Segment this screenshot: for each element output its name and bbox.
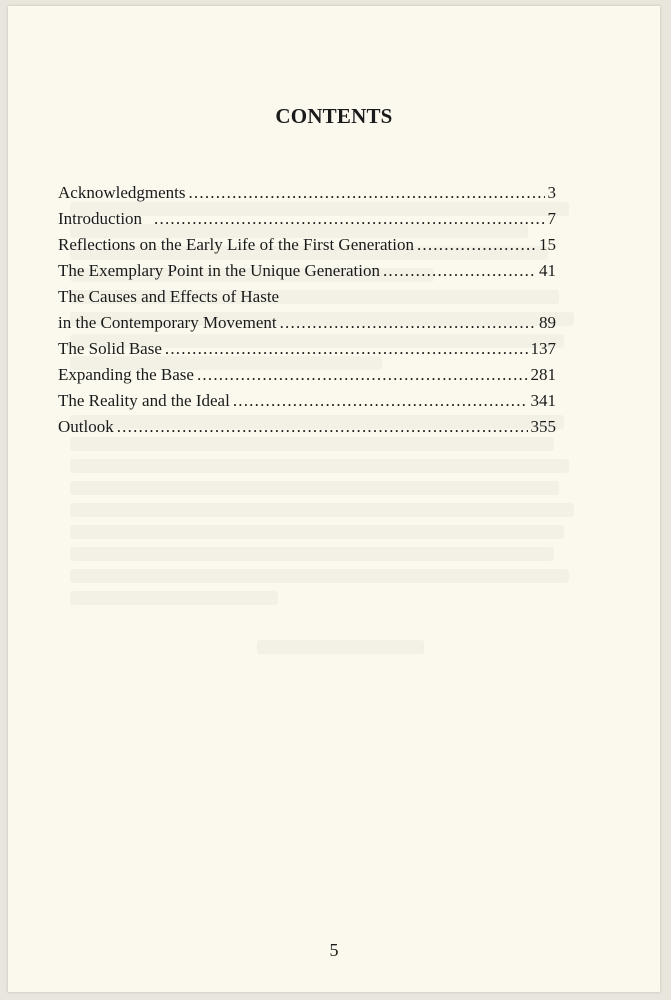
- toc-entry-solid-base[interactable]: [58, 336, 556, 362]
- page-number: 5: [329, 940, 339, 960]
- dot-leader: [383, 258, 536, 284]
- toc-entry-outlook[interactable]: [58, 414, 556, 440]
- toc-entry-page: 41: [539, 261, 556, 280]
- toc-entry-title: Expanding the Base: [58, 365, 194, 384]
- toc-entry-page: 15: [539, 235, 556, 254]
- toc-entry-expanding-base[interactable]: [58, 362, 556, 388]
- toc-entry-page: 89: [539, 313, 556, 332]
- dot-leader: [188, 180, 544, 206]
- dot-leader: [233, 388, 528, 414]
- toc-entry-page: 3: [547, 183, 556, 202]
- table-of-contents: [58, 180, 556, 440]
- toc-entry-page: 341: [530, 391, 556, 410]
- book-page: [8, 6, 660, 992]
- toc-entry-title: Outlook: [58, 417, 114, 436]
- toc-entry-title: in the Contemporary Movement: [58, 313, 277, 332]
- dot-leader: [280, 310, 536, 336]
- toc-entry-page: 355: [530, 417, 556, 436]
- toc-entry-title-line1: The Causes and Effects of Haste: [58, 287, 280, 306]
- toc-entry-title: The Exemplary Point in the Unique Generation: [58, 261, 380, 280]
- dot-leader: [117, 414, 528, 440]
- toc-entry-title: Reflections on the Early Life of the First Generation: [58, 235, 414, 254]
- dot-leader: [154, 206, 544, 232]
- toc-entry-title: Introduction: [58, 209, 143, 228]
- toc-entry-causes-line1[interactable]: [58, 284, 556, 310]
- toc-entry-page: 281: [530, 365, 556, 384]
- toc-entry-page: 137: [530, 339, 556, 358]
- toc-entry-reflections[interactable]: [58, 232, 556, 258]
- toc-entry-title: The Solid Base: [58, 339, 162, 358]
- toc-entry-exemplary-point[interactable]: [58, 258, 556, 284]
- toc-entry-reality-ideal[interactable]: [58, 388, 556, 414]
- dot-leader: [197, 362, 528, 388]
- toc-entry-title: The Reality and the Ideal: [58, 391, 230, 410]
- dot-leader: [165, 336, 528, 362]
- toc-entry-introduction[interactable]: [58, 206, 556, 232]
- toc-entry-acknowledgments[interactable]: [58, 180, 556, 206]
- dot-leader: [417, 232, 536, 258]
- toc-entry-page: 7: [547, 209, 556, 228]
- contents-heading: CONTENTS: [275, 104, 393, 128]
- toc-entry-title: Acknowledgments: [58, 183, 186, 202]
- toc-entry-causes[interactable]: [58, 310, 556, 336]
